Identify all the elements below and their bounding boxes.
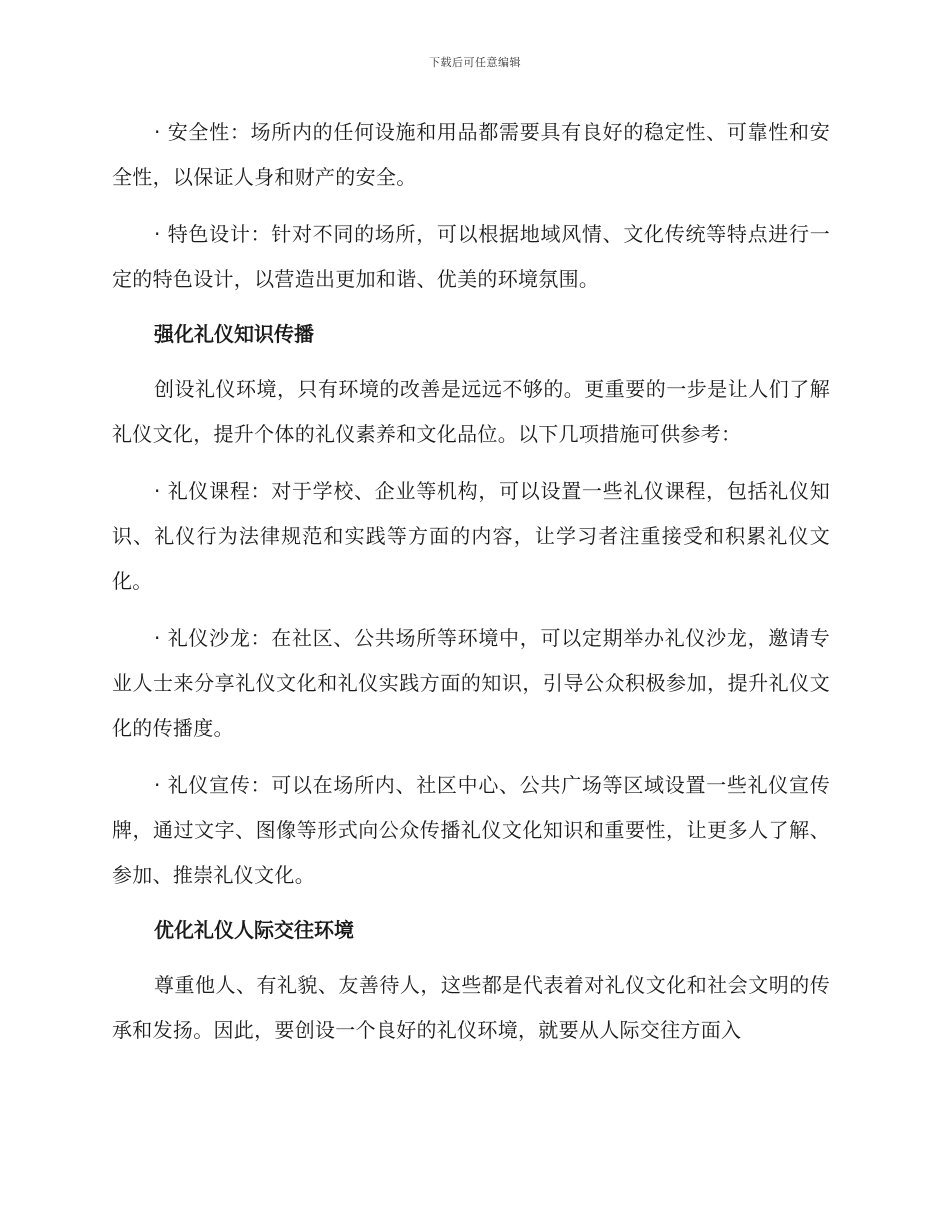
section-heading-knowledge: 强化礼仪知识传播 xyxy=(154,322,314,346)
paragraph-courses: · 礼仪课程：对于学校、企业等机构，可以设置一些礼仪课程，包括礼仪知识、礼仪行为法律规范和实践等方面的内容，让学习者注重接受和积累礼仪文化。 xyxy=(112,479,830,593)
section-heading-interpersonal: 优化礼仪人际交往环境 xyxy=(154,918,354,942)
paragraph-safety: · 安全性：场所内的任何设施和用品都需要具有良好的稳定性、可靠性和安全性，以保证人身和财产的安全。 xyxy=(112,120,830,189)
paragraph-publicity: · 礼仪宣传：可以在场所内、社区中心、公共广场等区域设置一些礼仪宣传牌，通过文字、图像等形式向公众传播礼仪文化知识和重要性，让更多人了解、参加、推崇礼仪文化。 xyxy=(112,773,830,887)
paragraph-intro: 创设礼仪环境，只有环境的改善是远远不够的。更重要的一步是让人们了解礼仪文化，提升个体的礼仪素养和文化品位。以下几项措施可供参考： xyxy=(112,377,830,446)
paragraph-feature-design: · 特色设计：针对不同的场所，可以根据地域风情、文化传统等特点进行一定的特色设计，以营造出更加和谐、优美的环境氛围。 xyxy=(112,222,830,291)
paragraph-salon: · 礼仪沙龙：在社区、公共场所等环境中，可以定期举办礼仪沙龙，邀请专业人士来分享礼仪文化和礼仪实践方面的知识，引导公众积极参加，提升礼仪文化的传播度。 xyxy=(112,626,830,740)
header-note: 下载后可任意编辑 xyxy=(429,56,521,69)
document-body xyxy=(112,110,830,1053)
paragraph-respect: 尊重他人、有礼貌、友善待人，这些都是代表着对礼仪文化和社会文明的传承和发扬。因此，要创设一个良好的礼仪环境，就要从人际交往方面入 xyxy=(112,973,830,1042)
